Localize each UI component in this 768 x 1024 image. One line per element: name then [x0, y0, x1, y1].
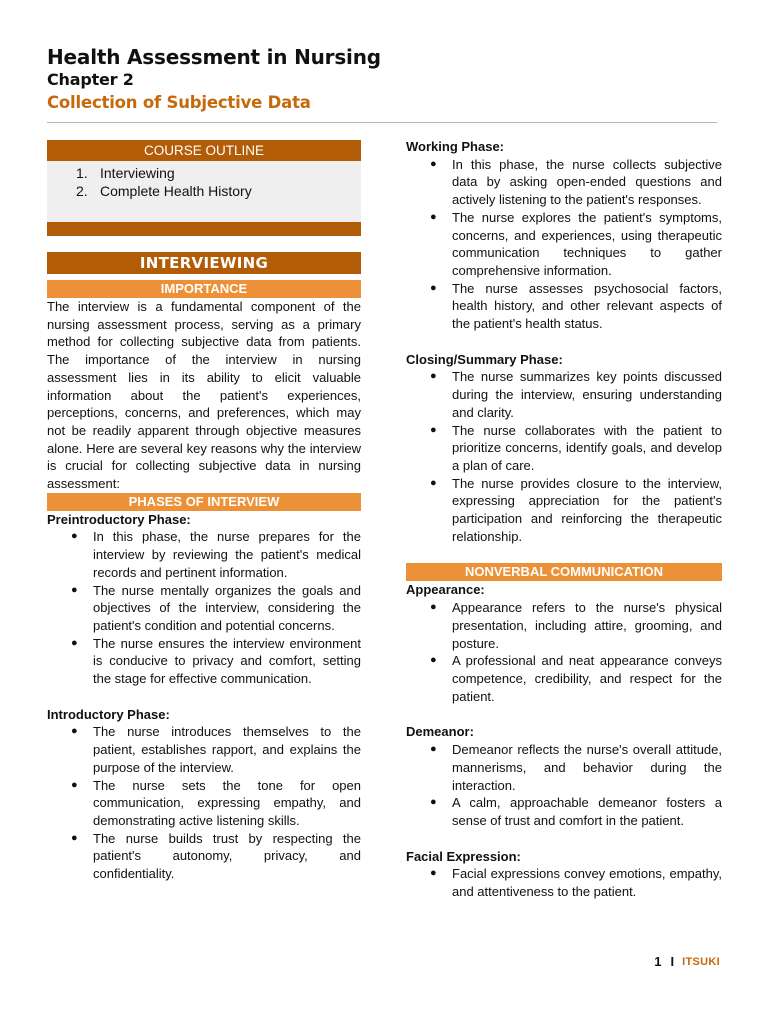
- importance-paragraph: The interview is a fundamental component of the nursing assessment process, serving as a primary method for collecting subjective data from patients. The importance of the interview in nursing assessment lies in its ability to elicit valuable information about the patient's experiences, perceptions, concerns, and preferences, which may not be readily apparent through objective measures alone. Here are several key reasons why the interview is crucial for collecting subjective data in nursing assessment:: [47, 299, 361, 492]
- section-title: Demeanor:: [406, 724, 474, 740]
- bullet-icon: ●: [71, 778, 78, 791]
- phase-bullets: [406, 368, 722, 545]
- course-outline-footer-bar: [47, 222, 361, 236]
- chapter-label: Chapter 2: [47, 70, 134, 89]
- nonverbal-heading: NONVERBAL COMMUNICATION: [406, 563, 722, 581]
- footer-separator: I: [670, 954, 675, 969]
- outline-item: 1. Interviewing: [76, 165, 175, 181]
- bullet-icon: ●: [71, 636, 78, 649]
- bullet-icon: ●: [430, 743, 437, 756]
- section-bullets: [406, 599, 722, 705]
- page-footer: [654, 954, 720, 969]
- right-column: [406, 138, 722, 901]
- page-number: 1: [654, 954, 662, 969]
- outline-item-text: Complete Health History: [100, 183, 252, 199]
- phase-bullets: [406, 156, 722, 333]
- bullet-icon: ●: [71, 725, 78, 738]
- bullet-item: ● Appearance refers to the nurse's physical presentation, including attire, grooming, and posture.: [430, 600, 722, 651]
- bullet-icon: ●: [430, 796, 437, 809]
- bullet-item: ● The nurse introduces themselves to the patient, establishes rapport, and explains the purpose of the interview.: [71, 724, 361, 775]
- bullet-item: ● The nurse summarizes key points discussed during the interview, ensuring understanding and clarity.: [430, 369, 722, 420]
- importance-heading: IMPORTANCE: [47, 280, 361, 298]
- bullet-icon: ●: [430, 423, 437, 436]
- bullet-item: ● The nurse sets the tone for open communication, expressing empathy, and demonstrating active listening skills.: [71, 777, 361, 828]
- bullet-icon: ●: [430, 281, 437, 294]
- section-title: Facial Expression:: [406, 848, 521, 864]
- bullet-item: ● The nurse provides closure to the interview, expressing appreciation for the patient's participation and reinforcing the therapeutic relationship.: [430, 475, 722, 544]
- bullet-icon: ●: [430, 601, 437, 614]
- bullet-item: ● Facial expressions convey emotions, empathy, and attentiveness to the patient.: [430, 866, 722, 900]
- phase-title: Preintroductory Phase:: [47, 511, 191, 527]
- phase-bullets: [47, 723, 361, 882]
- phase-title: Closing/Summary Phase:: [406, 351, 563, 367]
- document-header: [47, 44, 727, 115]
- bullet-item: ● Demeanor reflects the nurse's overall attitude, mannerisms, and behavior during the interaction.: [430, 742, 722, 793]
- phase-title: Introductory Phase:: [47, 706, 170, 722]
- bullet-item: ● In this phase, the nurse collects subjective data by asking open-ended questions and actively listening to the patient's responses.: [430, 156, 722, 208]
- phases-heading: PHASES OF INTERVIEW: [47, 493, 361, 511]
- section-bullets: [406, 865, 722, 900]
- bullet-icon: ●: [430, 654, 437, 667]
- section-bullets: [406, 741, 722, 830]
- bullet-icon: ●: [430, 210, 437, 223]
- header-divider: [47, 122, 717, 123]
- bullet-item: ● The nurse ensures the interview environment is conducive to privacy and comfort, setting the stage for effective communication.: [71, 635, 361, 687]
- bullet-icon: ●: [430, 157, 437, 170]
- outline-item: 2. Complete Health History: [76, 183, 252, 199]
- phase-bullets: [47, 528, 361, 687]
- phase-title: Working Phase:: [406, 139, 505, 154]
- bullet-icon: ●: [71, 530, 78, 543]
- bullet-icon: ●: [430, 867, 437, 880]
- section-title: Appearance:: [406, 582, 485, 598]
- outline-item-text: Interviewing: [100, 165, 175, 181]
- bullet-item: ● A calm, approachable demeanor fosters a sense of trust and comfort in the patient.: [430, 795, 722, 828]
- bullet-icon: ●: [71, 831, 78, 844]
- bullet-item: ● The nurse mentally organizes the goals and objectives of the interview, considering the patient's condition and potential concerns.: [71, 582, 361, 633]
- interviewing-heading: INTERVIEWING: [47, 252, 361, 274]
- bullet-item: ● A professional and neat appearance conveys competence, credibility, and respect for the patient.: [430, 653, 722, 704]
- left-column: [47, 140, 361, 883]
- bullet-icon: ●: [430, 476, 437, 489]
- bullet-item: ● The nurse explores the patient's symptoms, concerns, and experiences, using therapeutic communication techniques to gather comprehensive information.: [430, 209, 722, 278]
- bullet-icon: ●: [71, 583, 78, 596]
- course-outline-list: [47, 161, 361, 222]
- bullet-item: ● The nurse builds trust by respecting the patient's autonomy, privacy, and confidentiality.: [71, 830, 361, 882]
- footer-brand: ITSUKI: [682, 955, 720, 968]
- bullet-icon: ●: [430, 370, 437, 383]
- course-outline-heading: COURSE OUTLINE: [47, 140, 361, 161]
- document-title: Health Assessment in Nursing: [47, 45, 381, 69]
- bullet-item: ● The nurse collaborates with the patient to prioritize concerns, identify goals, and develop a plan of care.: [430, 422, 722, 473]
- bullet-item: ● In this phase, the nurse prepares for the interview by reviewing the patient's medical records and pertinent information.: [71, 529, 361, 580]
- bullet-item: ● The nurse assesses psychosocial factors, health history, and other relevant aspects of the patient's health status.: [430, 280, 722, 332]
- chapter-subtitle: Collection of Subjective Data: [47, 93, 311, 112]
